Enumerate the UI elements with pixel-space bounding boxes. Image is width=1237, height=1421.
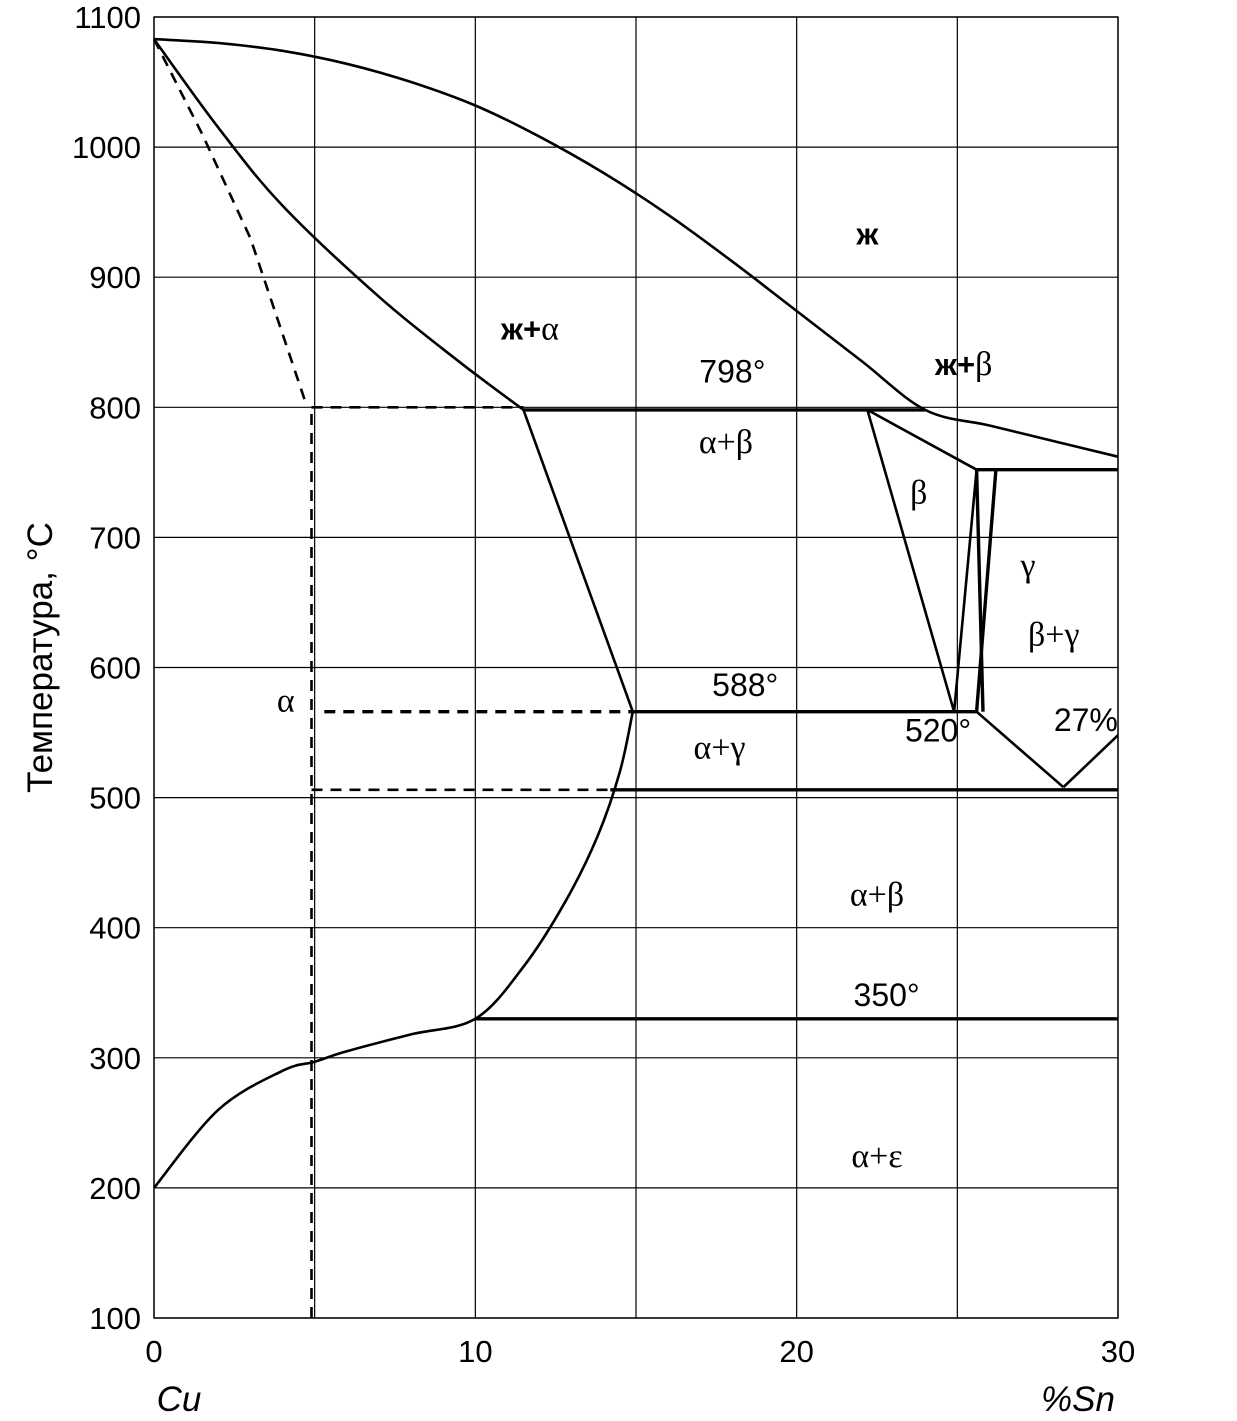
label-27pct: 27% — [1053, 702, 1118, 739]
x-tick-labels — [145, 1334, 1135, 1369]
boundary-alpha-solvus-low — [154, 712, 633, 1188]
y-tick-label: 700 — [89, 520, 141, 556]
region-alpha-beta-high: α+β — [698, 423, 754, 461]
y-tick-label: 1100 — [74, 0, 141, 35]
y-tick-label: 500 — [89, 780, 141, 816]
label-520: 520° — [904, 712, 972, 749]
y-tick-label: 600 — [89, 650, 141, 686]
boundary-eutectoid-left — [977, 712, 1064, 788]
y-tick-label: 200 — [89, 1170, 141, 1206]
y-axis-label: Температура, °С — [21, 522, 60, 793]
region-liquid-beta: ж+β — [935, 345, 993, 383]
y-tick-label: 1000 — [72, 130, 141, 166]
x-tick-label: 20 — [779, 1334, 814, 1369]
x-tick-label: 0 — [145, 1334, 163, 1369]
x-tick-label: 10 — [458, 1334, 493, 1369]
boundary-beta-upper-boundary — [867, 410, 976, 470]
region-alpha-gamma: α+γ — [693, 729, 746, 767]
y-tick-label: 100 — [89, 1301, 141, 1336]
region-liquid: ж — [856, 216, 879, 252]
boundary-alpha-solidus — [154, 39, 524, 410]
boundary-beta-left-boundary — [867, 410, 954, 712]
label-350: 350° — [853, 976, 920, 1013]
x-tick-label: 30 — [1100, 1334, 1136, 1369]
boundary-eutectoid-right — [1063, 735, 1118, 787]
region-alpha-beta-low: α+β — [849, 876, 905, 914]
region-beta: β — [910, 474, 928, 512]
region-alpha-epsilon: α+ε — [851, 1138, 903, 1176]
region-gamma: γ — [1020, 547, 1036, 585]
boundary-alpha-equilibrium-solidus — [154, 39, 305, 401]
y-tick-label: 800 — [89, 390, 141, 426]
boundary-alpha-solvus-high — [524, 410, 633, 712]
region-alpha: α — [276, 682, 295, 720]
y-tick-label: 400 — [89, 910, 141, 946]
y-tick-labels — [72, 0, 141, 1336]
x-axis-start-label: Cu — [156, 1380, 202, 1419]
y-tick-label: 900 — [89, 260, 141, 296]
y-tick-label: 300 — [89, 1040, 141, 1076]
region-liquid-alpha: ж+α — [500, 310, 559, 348]
label-798: 798° — [699, 353, 766, 390]
region-labels — [277, 217, 1118, 1175]
label-588: 588° — [712, 667, 779, 704]
grid — [154, 17, 1118, 1318]
region-beta-gamma: β+γ — [1027, 616, 1080, 654]
x-axis-end-label: %Sn — [1041, 1380, 1115, 1419]
